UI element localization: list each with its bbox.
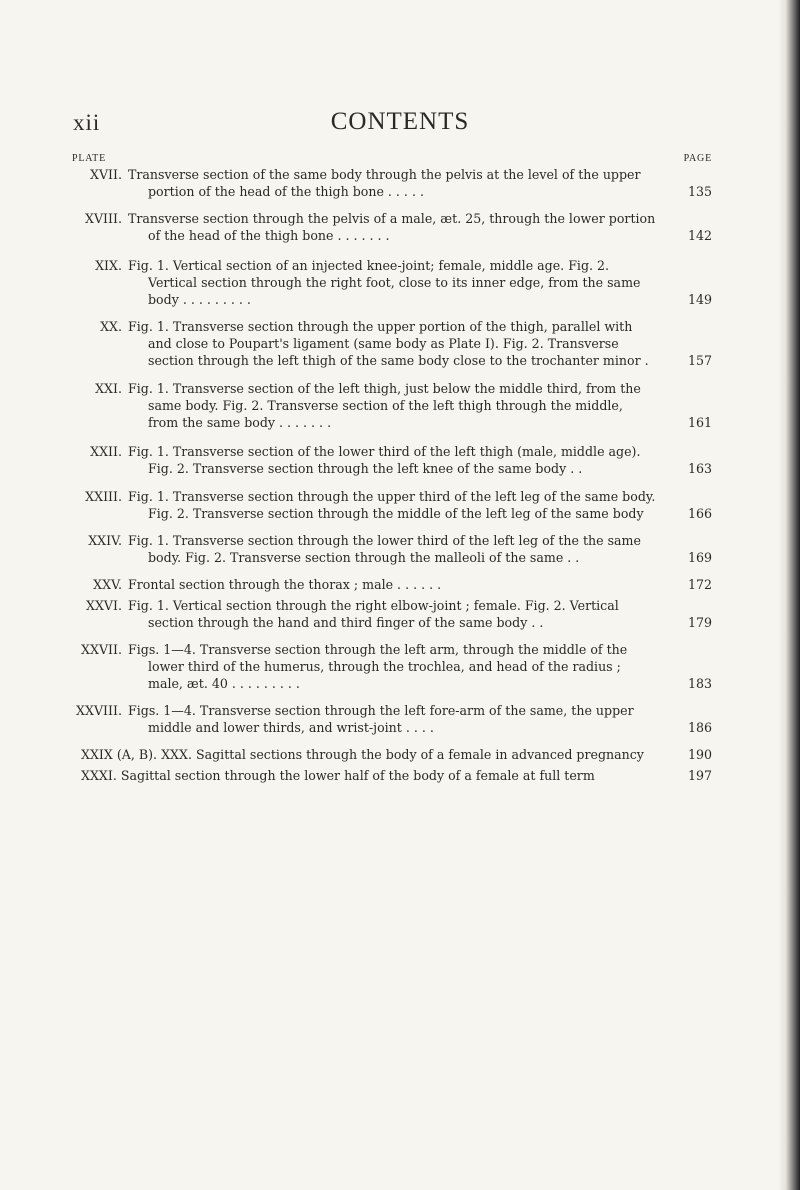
description-line: Figs. 1—4. Transverse section through the left arm, through the middle of the bbox=[128, 642, 628, 657]
description-line: Fig. 1. Transverse section of the lower third of the left thigh (male, middle age). bbox=[128, 444, 641, 459]
description-line: Vertical section through the right foot, close to its inner edge, from the same bbox=[148, 275, 641, 291]
page-ref: 186 bbox=[688, 720, 713, 736]
description-line: Fig. 1. Vertical section of an injected knee-joint; female, middle age. Fig. 2. bbox=[128, 258, 610, 273]
description-line: same body. Fig. 2. Transverse section of the left thigh through the middle, bbox=[148, 398, 623, 414]
plate-number: XXVIII. bbox=[76, 703, 122, 718]
description-line: from the same body . . . . . . . bbox=[148, 415, 332, 431]
description-line: section through the hand and third finger of the same body . . bbox=[148, 615, 544, 631]
entry-description bbox=[128, 702, 672, 736]
page-number: xii bbox=[73, 110, 101, 135]
page-ref: 169 bbox=[688, 550, 713, 566]
description-line: Fig. 1. Transverse section through the lower third of the left leg of the the same bbox=[128, 533, 641, 548]
page-ref: 163 bbox=[688, 461, 713, 477]
entry-description bbox=[128, 597, 672, 631]
description-line: XXXI. Sagittal section through the lower half of the body of a female at full term bbox=[81, 768, 595, 783]
description-line: XXIX (A, B). XXX. Sagittal sections through the body of a female in advanced pregnancy bbox=[81, 747, 644, 762]
plate-number: XXI. bbox=[95, 381, 122, 396]
description-line: section through the left thigh of the same body close to the trochanter minor . bbox=[148, 353, 649, 369]
page-ref: 166 bbox=[688, 506, 713, 522]
plate-number: XXIV. bbox=[88, 533, 122, 548]
description-line: and close to Poupart's ligament (same body as Plate I). Fig. 2. Transverse bbox=[148, 336, 619, 352]
page-ref: 157 bbox=[688, 353, 713, 369]
description-line: body. Fig. 2. Transverse section through the malleoli of the same . . bbox=[148, 550, 580, 566]
page-ref: 142 bbox=[688, 228, 713, 244]
plate-number: XVIII. bbox=[85, 211, 122, 226]
page-ref: 190 bbox=[688, 747, 713, 762]
entry-description bbox=[128, 257, 672, 309]
plate-number: XVII. bbox=[89, 167, 122, 182]
description-line: Fig. 1. Transverse section of the left thigh, just below the middle third, from the bbox=[128, 381, 641, 396]
plate-number: XIX. bbox=[95, 258, 122, 273]
plate-number: XXVI. bbox=[85, 598, 122, 613]
page-ref: 161 bbox=[688, 415, 713, 431]
entry-description bbox=[128, 576, 672, 593]
description-line: Fig. 1. Transverse section through the upper third of the left leg of the same body. bbox=[128, 489, 656, 504]
description-line: portion of the head of the thigh bone . . . . . bbox=[148, 184, 424, 200]
description-line: Figs. 1—4. Transverse section through the left fore-arm of the same, the upper bbox=[128, 703, 634, 718]
entry-description bbox=[128, 532, 672, 566]
description-line: male, æt. 40 . . . . . . . . . bbox=[148, 676, 300, 692]
description-line: Fig. 2. Transverse section through the left knee of the same body . . bbox=[148, 461, 583, 477]
plate-number: XX. bbox=[100, 319, 122, 334]
description-line: middle and lower thirds, and wrist-joint . . . . bbox=[148, 720, 434, 736]
page-ref: 172 bbox=[688, 577, 713, 592]
page-ref: 183 bbox=[688, 676, 713, 692]
description-line: Fig. 1. Transverse section through the upper portion of the thigh, parallel with bbox=[128, 319, 633, 334]
plate-column-header: PLATE bbox=[72, 153, 106, 164]
entry-description bbox=[128, 443, 672, 477]
entry-description bbox=[128, 380, 672, 432]
entry-description bbox=[128, 318, 672, 370]
description-line: Frontal section through the thorax ; male . . . . . . bbox=[128, 577, 442, 592]
entry-description bbox=[128, 210, 672, 244]
page-ref: 179 bbox=[688, 615, 713, 631]
description-line: body . . . . . . . . . bbox=[148, 292, 251, 308]
entry-description bbox=[128, 166, 672, 200]
entry-description bbox=[81, 767, 681, 784]
page-ref: 197 bbox=[688, 768, 713, 783]
page-ref: 149 bbox=[688, 292, 713, 308]
description-line: of the head of the thigh bone . . . . . . . bbox=[148, 228, 390, 244]
description-line: Fig. 1. Vertical section through the right elbow-joint ; female. Fig. 2. Vertical bbox=[128, 598, 619, 613]
description-line: Transverse section through the pelvis of a male, æt. 25, through the lower portion bbox=[128, 211, 656, 226]
entry-description bbox=[81, 746, 681, 763]
page-ref: 135 bbox=[688, 184, 713, 200]
page-title: CONTENTS bbox=[330, 108, 470, 135]
plate-number: XXVII. bbox=[81, 642, 122, 657]
page-column-header: PAGE bbox=[683, 153, 712, 164]
plate-number: XXII. bbox=[90, 444, 122, 459]
entry-description bbox=[128, 488, 672, 522]
description-line: Transverse section of the same body through the pelvis at the level of the upper bbox=[128, 167, 641, 182]
entry-description bbox=[128, 641, 672, 693]
description-line: lower third of the humerus, through the trochlea, and head of the radius ; bbox=[148, 659, 621, 675]
page-right-edge bbox=[778, 0, 800, 1190]
plate-number: XXV. bbox=[93, 577, 122, 592]
plate-number: XXIII. bbox=[85, 489, 122, 504]
description-line: Fig. 2. Transverse section through the middle of the left leg of the same body bbox=[148, 506, 644, 522]
